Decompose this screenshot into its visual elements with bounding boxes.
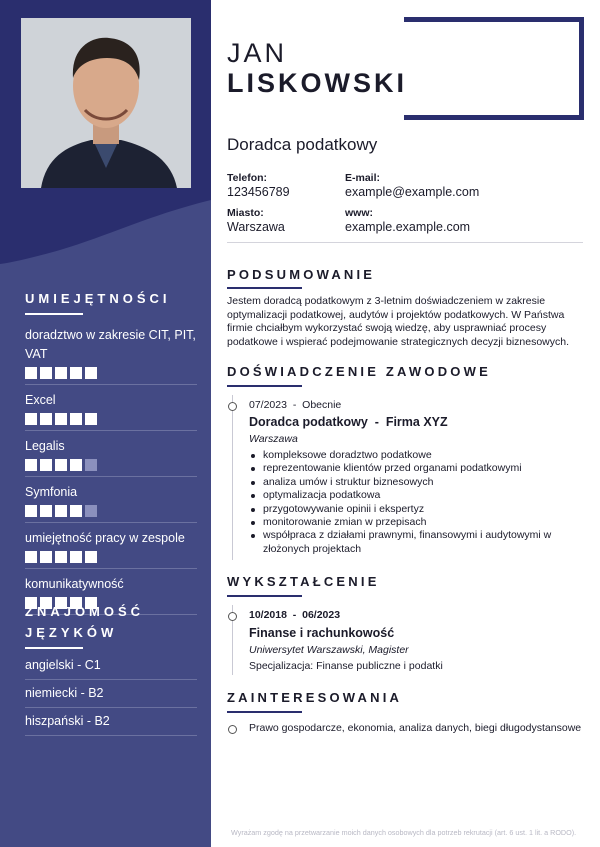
interests-dot [228,725,237,734]
skill-rating-square [85,413,97,425]
experience-date-end: Obecnie [302,399,342,411]
skill-item [25,523,197,569]
skill-rating-square [70,367,82,379]
skill-rating-square [40,367,52,379]
skill-item [25,431,197,477]
experience-timeline [232,395,233,560]
skill-rating [25,413,197,425]
skill-rating-square [40,413,52,425]
languages-title-line2: JĘZYKÓW [25,625,118,640]
skill-name: umiejętność pracy w zespole [25,531,185,545]
interests-underline [227,711,302,713]
skill-rating [25,505,197,517]
education-underline [227,595,302,597]
job-title: Doradca podatkowy [227,135,378,154]
skill-rating-square [85,367,97,379]
experience-duties [249,449,569,556]
skill-name: Symfonia [25,485,78,499]
experience-duty: monitorowanie zmian w przepisach [249,516,569,529]
skill-rating-square [70,413,82,425]
experience-title: DOŚWIADCZENIE ZAWODOWE [227,364,491,379]
skill-rating-square [85,551,97,563]
experience-date-separator: - [292,399,297,411]
skill-item [25,477,197,523]
skill-rating-square [85,459,97,471]
skill-rating-square [40,459,52,471]
skills-section [25,288,197,615]
experience-duty: analiza umów i struktur biznesowych [249,476,569,489]
skill-name: doradztwo w zakresie CIT, PIT, VAT [25,328,196,361]
profile-photo [21,18,191,188]
summary-text: Jestem doradcą podatkowym z 3-letnim doświadczeniem w zakresie optymalizacji podatkowej, audytów i projektów podatkowych. W Państwa firmie chciałbym wykorzystać swoją wiedzę, aby usprawniać procesy podatkowe i wspierać podejmowanie strategicznych decyzji biznesowych. [227,295,570,348]
skill-item [25,320,197,385]
experience-duty: optymalizacja podatkowa [249,489,569,502]
interests-title: ZAINTERESOWANIA [227,690,403,705]
experience-date-start: 07/2023 [249,399,287,411]
languages-list [25,652,197,736]
www-value: example.example.com [345,220,471,234]
skill-rating-square [40,551,52,563]
skill-rating-square [55,459,67,471]
email-label: E-mail: [345,172,381,184]
skill-rating-square [40,505,52,517]
skill-name: Legalis [25,439,65,453]
skill-rating-square [70,459,82,471]
education-field: Finanse i rachunkowość [249,626,395,640]
first-name: JAN [227,38,288,68]
contact-divider [227,242,583,243]
skills-list [25,320,197,615]
skill-rating-square [25,413,37,425]
summary-title: PODSUMOWANIE [227,267,376,282]
phone-value: 123456789 [227,185,290,199]
skill-rating-square [25,505,37,517]
languages-title-line1: ZNAJOMOŚĆ [25,604,145,619]
name-frame [404,17,584,120]
skill-name: komunikatywność [25,577,124,591]
skill-item [25,385,197,431]
gdpr-consent: Wyrażam zgodę na przetwarzanie moich danych osobowych dla potrzeb rekrutacji (art. 6 ust. 1 lit. a RODO). [231,828,577,837]
phone-label: Telefon: [227,172,268,184]
city-value: Warszawa [227,220,285,234]
language-item: hiszpański - B2 [25,708,197,736]
skills-title: UMIEJĘTNOŚCI [25,291,171,306]
skill-rating [25,459,197,471]
skill-rating-square [55,505,67,517]
skill-rating-square [70,551,82,563]
education-dates: 10/2018 - 06/2023 [249,609,341,621]
skill-rating-square [25,459,37,471]
education-title: WYKSZTAŁCENIE [227,574,380,589]
skill-rating-square [70,505,82,517]
language-item: angielski - C1 [25,652,197,680]
experience-place: Warszawa [249,433,298,445]
interests-text: Prawo gospodarcze, ekonomia, analiza danych, biegi długodystansowe [249,722,582,734]
skill-rating-square [85,505,97,517]
education-school: Uniwersytet Warszawski, Magister [249,644,409,656]
experience-duty: reprezentowanie klientów przed organami podatkowymi [249,462,569,475]
sidebar [0,0,211,847]
main-content [227,0,583,847]
skill-rating-square [55,413,67,425]
skill-rating-square [55,551,67,563]
experience-duty: przygotowywanie opinii i ekspertyz [249,503,569,516]
skill-rating-square [55,367,67,379]
skill-rating-square [25,367,37,379]
experience-underline [227,385,302,387]
city-label: Miasto: [227,207,264,219]
experience-dates [249,399,341,411]
experience-role: Doradca podatkowy - Firma XYZ [249,415,448,429]
experience-duty: kompleksowe doradztwo podatkowe [249,449,569,462]
education-timeline-dot [228,612,237,621]
skill-rating [25,551,197,563]
languages-section [25,601,197,736]
languages-title-underline [25,647,83,649]
language-item: niemiecki - B2 [25,680,197,708]
email-value: example@example.com [345,185,480,199]
skill-name: Excel [25,393,56,407]
last-name: LISKOWSKI [227,68,407,98]
skill-rating-square [25,551,37,563]
skills-title-underline [25,313,83,315]
summary-underline [227,287,302,289]
experience-duty: współpraca z działami prawnymi, finansowymi i audytowymi w złożonych projektach [249,529,569,556]
education-specialization: Specjalizacja: Finanse publiczne i podatki [249,660,443,672]
www-label: www: [345,207,373,219]
skill-rating [25,367,197,379]
experience-timeline-dot [228,402,237,411]
